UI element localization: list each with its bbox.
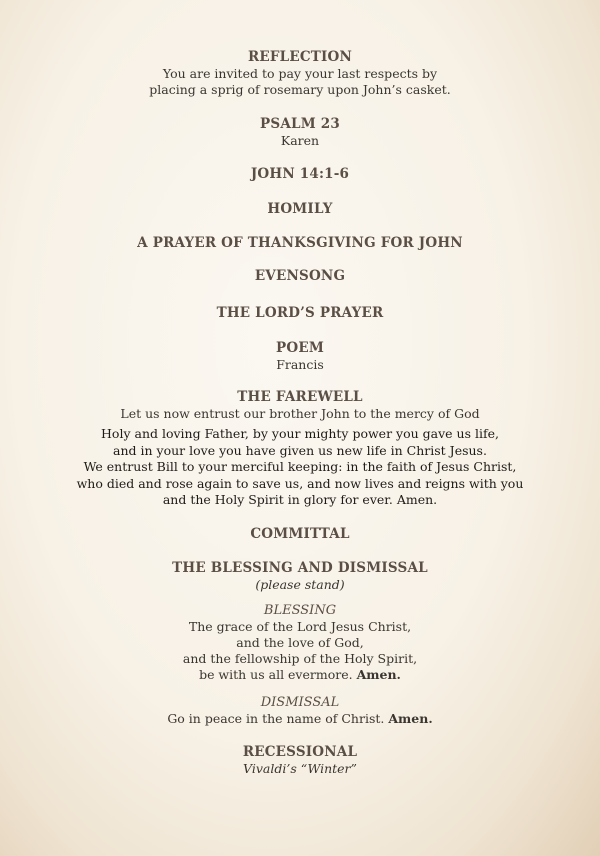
farewell-section bbox=[0, 389, 600, 509]
evensong-heading: EVENSONG bbox=[254, 268, 346, 284]
blessing-heading: BLESSING bbox=[263, 603, 337, 618]
dismissal-amen: Amen. bbox=[388, 711, 433, 726]
poem-heading: POEM bbox=[276, 340, 324, 356]
blessing-dismissal-section bbox=[0, 560, 600, 593]
lords-prayer-heading: THE LORD’S PRAYER bbox=[216, 305, 384, 321]
blessing-last-line bbox=[0, 667, 600, 683]
reflection-section bbox=[0, 49, 600, 98]
psalm-reader: Karen bbox=[280, 133, 320, 148]
blessing-amen: Amen. bbox=[356, 667, 401, 682]
farewell-prayer-line: who died and rose again to save us, and now lives and reigns with you bbox=[76, 475, 524, 491]
evensong-section bbox=[0, 268, 600, 285]
reflection-line-1: You are invited to pay your last respects by bbox=[162, 66, 438, 81]
committal-section bbox=[0, 526, 600, 543]
recessional-heading: RECESSIONAL bbox=[242, 744, 358, 760]
psalm-section bbox=[0, 116, 600, 149]
farewell-prayer-line: We entrust Bill to your merciful keeping: in the faith of Jesus Christ, bbox=[83, 459, 517, 474]
john-heading: JOHN 14:1-6 bbox=[250, 166, 350, 182]
blessing-dismissal-heading: THE BLESSING AND DISMISSAL bbox=[172, 560, 428, 576]
blessing-line: and the love of God, bbox=[236, 635, 364, 650]
poem-section bbox=[0, 340, 600, 373]
john-section bbox=[0, 166, 600, 183]
recessional-music: Vivaldi’s “Winter” bbox=[243, 761, 357, 776]
homily-section bbox=[0, 201, 600, 218]
blessing-line: The grace of the Lord Jesus Christ, bbox=[188, 619, 412, 634]
dismissal-heading: DISMISSAL bbox=[260, 695, 340, 710]
blessing-line: and the fellowship of the Holy Spirit, bbox=[182, 651, 418, 666]
thanksgiving-section bbox=[0, 235, 600, 252]
please-stand-note: (please stand) bbox=[255, 577, 345, 592]
reflection-line-2: placing a sprig of rosemary upon John’s casket. bbox=[149, 82, 451, 97]
psalm-heading: PSALM 23 bbox=[260, 116, 340, 132]
farewell-intro: Let us now entrust our brother John to the mercy of God bbox=[120, 406, 480, 421]
homily-heading: HOMILY bbox=[267, 201, 333, 217]
committal-heading: COMMITTAL bbox=[250, 526, 350, 542]
dismissal-line: Go in peace in the name of Christ. bbox=[167, 711, 385, 726]
thanksgiving-heading: A PRAYER OF THANKSGIVING FOR JOHN bbox=[137, 235, 463, 251]
lords-prayer-section bbox=[0, 305, 600, 322]
farewell-prayer-line: Holy and loving Father, by your mighty power you gave us life, bbox=[101, 426, 499, 441]
farewell-prayer-line: and in your love you have given us new life in Christ Jesus. bbox=[113, 442, 487, 458]
reflection-heading: REFLECTION bbox=[247, 49, 353, 65]
recessional-section bbox=[0, 744, 600, 777]
dismissal-section bbox=[0, 694, 600, 727]
farewell-prayer-line: and the Holy Spirit in glory for ever. Amen. bbox=[162, 492, 438, 507]
dismissal-line-wrap bbox=[0, 711, 600, 727]
blessing-section bbox=[0, 602, 600, 683]
blessing-line: be with us all evermore. bbox=[199, 667, 353, 682]
farewell-heading: THE FAREWELL bbox=[237, 389, 363, 405]
poem-reader: Francis bbox=[276, 357, 324, 372]
